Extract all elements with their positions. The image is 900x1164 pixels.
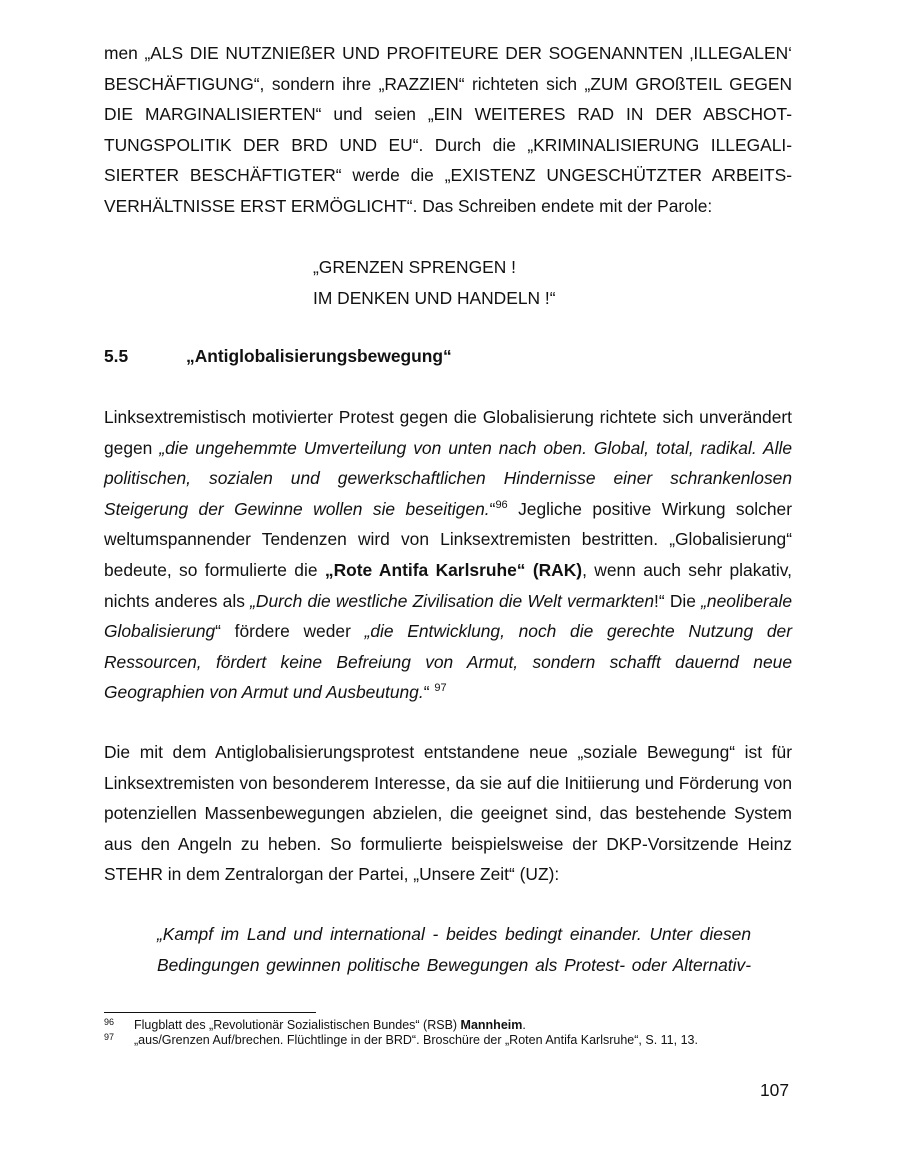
footnote-ref-97[interactable]: 97 (434, 682, 447, 695)
paragraph-text: , wenn auch sehr plakativ, nichts anderes als (104, 559, 792, 611)
section-heading (104, 341, 452, 371)
footnote-divider (104, 1012, 316, 1013)
continued-paragraph-text: men „ALS DIE NUTZNIEßER UND PROFITEURE DER SOGENANNTEN ‚ILLEGALEN‘ BESCHÄFTIGUNG“, sondern ihre „RAZZIEN“ richteten sich „ZUM GROßTEIL GEGEN DIE MARGINALISIERTEN“ und seien „EIN WEITERES RAD IN DER ABSCHOT-TUNGSPOLITIK DER BRD UND EU“. Durch die „KRIMINALISIERUNG ILLEGALI-SIERTER BESCHÄFTIGTER“ werde die „EXISTENZ UNGESCHÜTZTER ARBEITS-VERHÄLTNISSE ERST ERMÖGLICHT“. Das Schreiben endete mit der Parole: (104, 43, 792, 216)
paragraph-text: !“ Die (654, 590, 702, 611)
footnote-bold: Mannheim (460, 1018, 523, 1032)
footnote-tail: . (522, 1018, 526, 1032)
paragraph-text: Jegliche positive Wirkung solcher weltumspannender Tendenzen wird von Linksextremisten bestritten. „Globalisierung“ bedeute, so formulierte die (104, 498, 792, 580)
slogan (313, 252, 556, 313)
footnote-97 (104, 1033, 698, 1048)
footnote-text: Flugblatt des „Revolutionär Sozialistischen Bundes“ (RSB) (134, 1018, 461, 1032)
paragraph-text: Linksextremistisch motivierter Protest gegen die Globalisierung richtete sich unverändert gegen (104, 407, 792, 458)
quote-italic: „neoliberale Globalisierung (104, 590, 792, 642)
quote-italic: „die ungehemmte Umverteilung von unten nach oben. Global, total, radikal. Alle politischen, sozialen und gewerkschaftlichen Hindernisse einer schrankenlosen Steigerung der Gewinne wollen sie beseitigen. (104, 437, 793, 519)
slogan-line-1: „GRENZEN SPRENGEN ! (313, 257, 516, 277)
paragraph-text: Die mit dem Antiglobalisierungsprotest entstandene neue „soziale Bewegung“ ist für Linksextremisten von besonderem Interesse, da sie auf die Initiierung und Förderung von potenziellen Massenbewegungen abzielen, die geeignet sind, das bestehende System aus den Angeln zu heben. So formulierte beispielsweise der DKP-Vorsitzende Heinz STEHR in dem Zentralorgan der Partei, „Unsere Zeit“ (UZ): (104, 742, 792, 885)
footnote-96 (104, 1018, 698, 1033)
footnote-ref-96[interactable]: 96 (495, 498, 508, 511)
footnote-number: 97 (104, 1032, 115, 1042)
quote-italic: „Durch die westliche Zivilisation die Welt vermarkten (250, 590, 654, 611)
section-title: „Antiglobalisierungsbewegung“ (186, 346, 452, 366)
paragraph-text: “ (489, 498, 496, 519)
block-quote (157, 919, 751, 980)
block-quote-text: „Kampf im Land und international - beides bedingt einander. Unter diesen Bedingungen gewinnen politische Bewegungen als Protest- oder Alternativ- (157, 924, 751, 975)
section-number: 5.5 (104, 346, 129, 366)
quote-italic: „die Entwicklung, noch die gerechte Nutzung der Ressourcen, fördert keine Befreiung von Armut, sondern schafft dauernd neue Geographien von Armut und Ausbeutung. (104, 621, 792, 703)
footnote-text: „aus/Grenzen Auf/brechen. Flüchtlinge in der BRD“. Broschüre der „Roten Antifa Karlsruhe“, S. 11, 13. (134, 1033, 698, 1047)
organization-name-bold: „Rote Antifa Karlsruhe“ (RAK) (324, 559, 583, 580)
paragraph-text: “ (423, 682, 435, 703)
paragraph-globalization (104, 402, 792, 708)
paragraph-text: “ fördere weder (215, 621, 365, 642)
slogan-line-2: IM DENKEN UND HANDELN !“ (313, 287, 556, 308)
paragraph-social-movement (104, 737, 792, 890)
continued-paragraph (104, 38, 792, 222)
footnote-number: 96 (104, 1017, 115, 1027)
footnotes (104, 1018, 698, 1048)
page-number: 107 (760, 1080, 790, 1100)
